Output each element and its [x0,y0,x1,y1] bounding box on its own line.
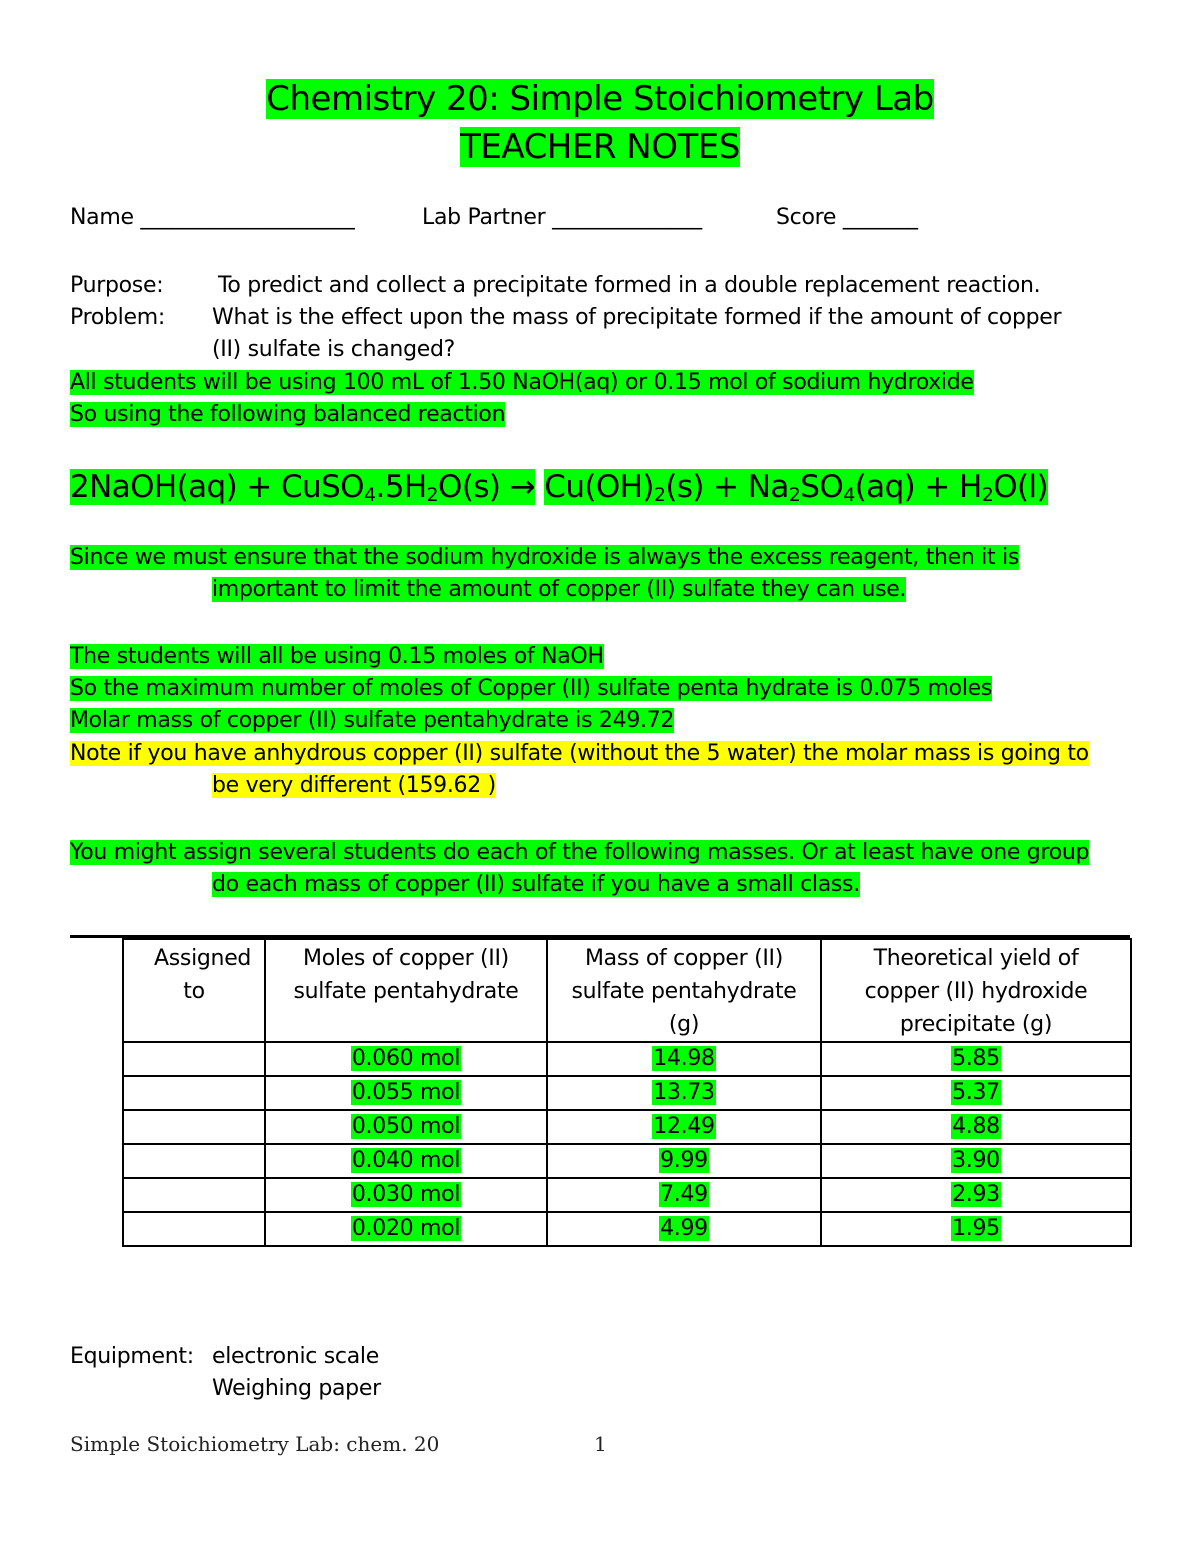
table-row [123,1178,1131,1212]
mass-cell: 14.98 [547,1042,821,1076]
assigned-cell [123,1178,265,1212]
title-line1: Chemistry 20: Simple Stoichiometry Lab [266,79,934,119]
note-excess-line1: Since we must ensure that the sodium hydroxide is always the excess reagent, then it is [70,545,1020,570]
equipment-item: Weighing paper [212,1376,381,1401]
note-anhydrous-line1: Note if you have anhydrous copper (II) sulfate (without the 5 water) the molar mass is going to [70,741,1089,766]
yield-cell: 5.37 [821,1076,1131,1110]
mass-cell: 12.49 [547,1110,821,1144]
yield-cell: 3.90 [821,1144,1131,1178]
note-anhydrous-line2: be very different (159.62 ) [212,773,496,798]
problem-text-line1: What is the effect upon the mass of precipitate formed if the amount of copper [212,305,1062,330]
moles-cell: 0.020 mol [265,1212,547,1246]
mass-cell: 13.73 [547,1076,821,1110]
score-field [776,202,918,234]
problem-text-line2: (II) sulfate is changed? [212,337,456,362]
name-blank: ____________________ [140,205,355,230]
header-theoretical-yield: Theoretical yield of copper (II) hydroxide precipitate (g) [821,939,1131,1042]
title-line2: TEACHER NOTES [460,127,740,167]
balanced-equation [70,466,1048,508]
moles-cell: 0.060 mol [265,1042,547,1076]
table-row [123,1110,1131,1144]
note-excess-line2: important to limit the amount of copper (II) sulfate they can use. [212,577,907,602]
footer-text: Simple Stoichiometry Lab: chem. 20 [70,1432,440,1456]
moles-cell: 0.055 mol [265,1076,547,1110]
mass-cell: 4.99 [547,1212,821,1246]
yield-cell: 2.93 [821,1178,1131,1212]
moles-cell: 0.040 mol [265,1144,547,1178]
lab-partner-label: Lab Partner [422,205,546,230]
table-row [123,1212,1131,1246]
equation-products: $Cu(OH)_2(s) + Na_2SO_4(aq) + H_2O(l)$ [544,469,1049,506]
header-mass: Mass of copper (II) sulfate pentahydrate (g) [547,939,821,1042]
header-assigned-to: Assigned to [123,939,265,1042]
yield-cell: 4.88 [821,1110,1131,1144]
mass-cell: 9.99 [547,1144,821,1178]
yield-cell: 1.95 [821,1212,1131,1246]
yield-table [122,938,1132,1247]
assigned-cell [123,1042,265,1076]
equipment-label: Equipment: [70,1344,194,1369]
mass-cell: 7.49 [547,1178,821,1212]
note-students: All students will be using 100 mL of 1.50 NaOH(aq) or 0.15 mol of sodium hydroxide [70,370,974,395]
note-balanced-reaction: So using the following balanced reaction [70,402,506,427]
note-molar-mass: Molar mass of copper (II) sulfate pentahydrate is 249.72 [70,708,675,733]
header-moles: Moles of copper (II) sulfate pentahydrate [265,939,547,1042]
moles-cell: 0.030 mol [265,1178,547,1212]
lab-partner-blank: ______________ [552,205,702,230]
assigned-cell [123,1212,265,1246]
note-assign-line2: do each mass of copper (II) sulfate if you have a small class. [212,872,860,897]
equation-reactants: 2NaOH(aq) + $CuSO_4.5H_2O(s)$ → [70,469,536,506]
problem-label: Problem: [70,305,165,330]
lab-partner-field [422,202,702,234]
moles-cell: 0.050 mol [265,1110,547,1144]
yield-cell: 5.85 [821,1042,1131,1076]
assigned-cell [123,1144,265,1178]
reaction-arrow-icon: → [509,469,536,505]
name-field [70,202,354,234]
note-moles-naoh: The students will all be using 0.15 moles of NaOH [70,644,604,669]
table-header-row [123,939,1131,1042]
score-label: Score [776,205,837,230]
note-max-moles: So the maximum number of moles of Copper (II) sulfate penta hydrate is 0.075 moles [70,676,993,701]
purpose-text: To predict and collect a precipitate formed in a double replacement reaction. [218,273,1041,298]
page-title [0,76,1200,122]
table-row [123,1144,1131,1178]
note-assign-line1: You might assign several students do each of the following masses. Or at least have one group [70,840,1090,865]
table-row [123,1042,1131,1076]
assigned-cell [123,1076,265,1110]
score-blank: _______ [842,205,918,230]
purpose-label: Purpose: [70,273,164,298]
table-row [123,1076,1131,1110]
page-subtitle [0,124,1200,170]
name-label: Name [70,205,134,230]
assigned-cell [123,1110,265,1144]
page-number: 1 [594,1432,607,1456]
equipment-item: electronic scale [212,1344,379,1369]
